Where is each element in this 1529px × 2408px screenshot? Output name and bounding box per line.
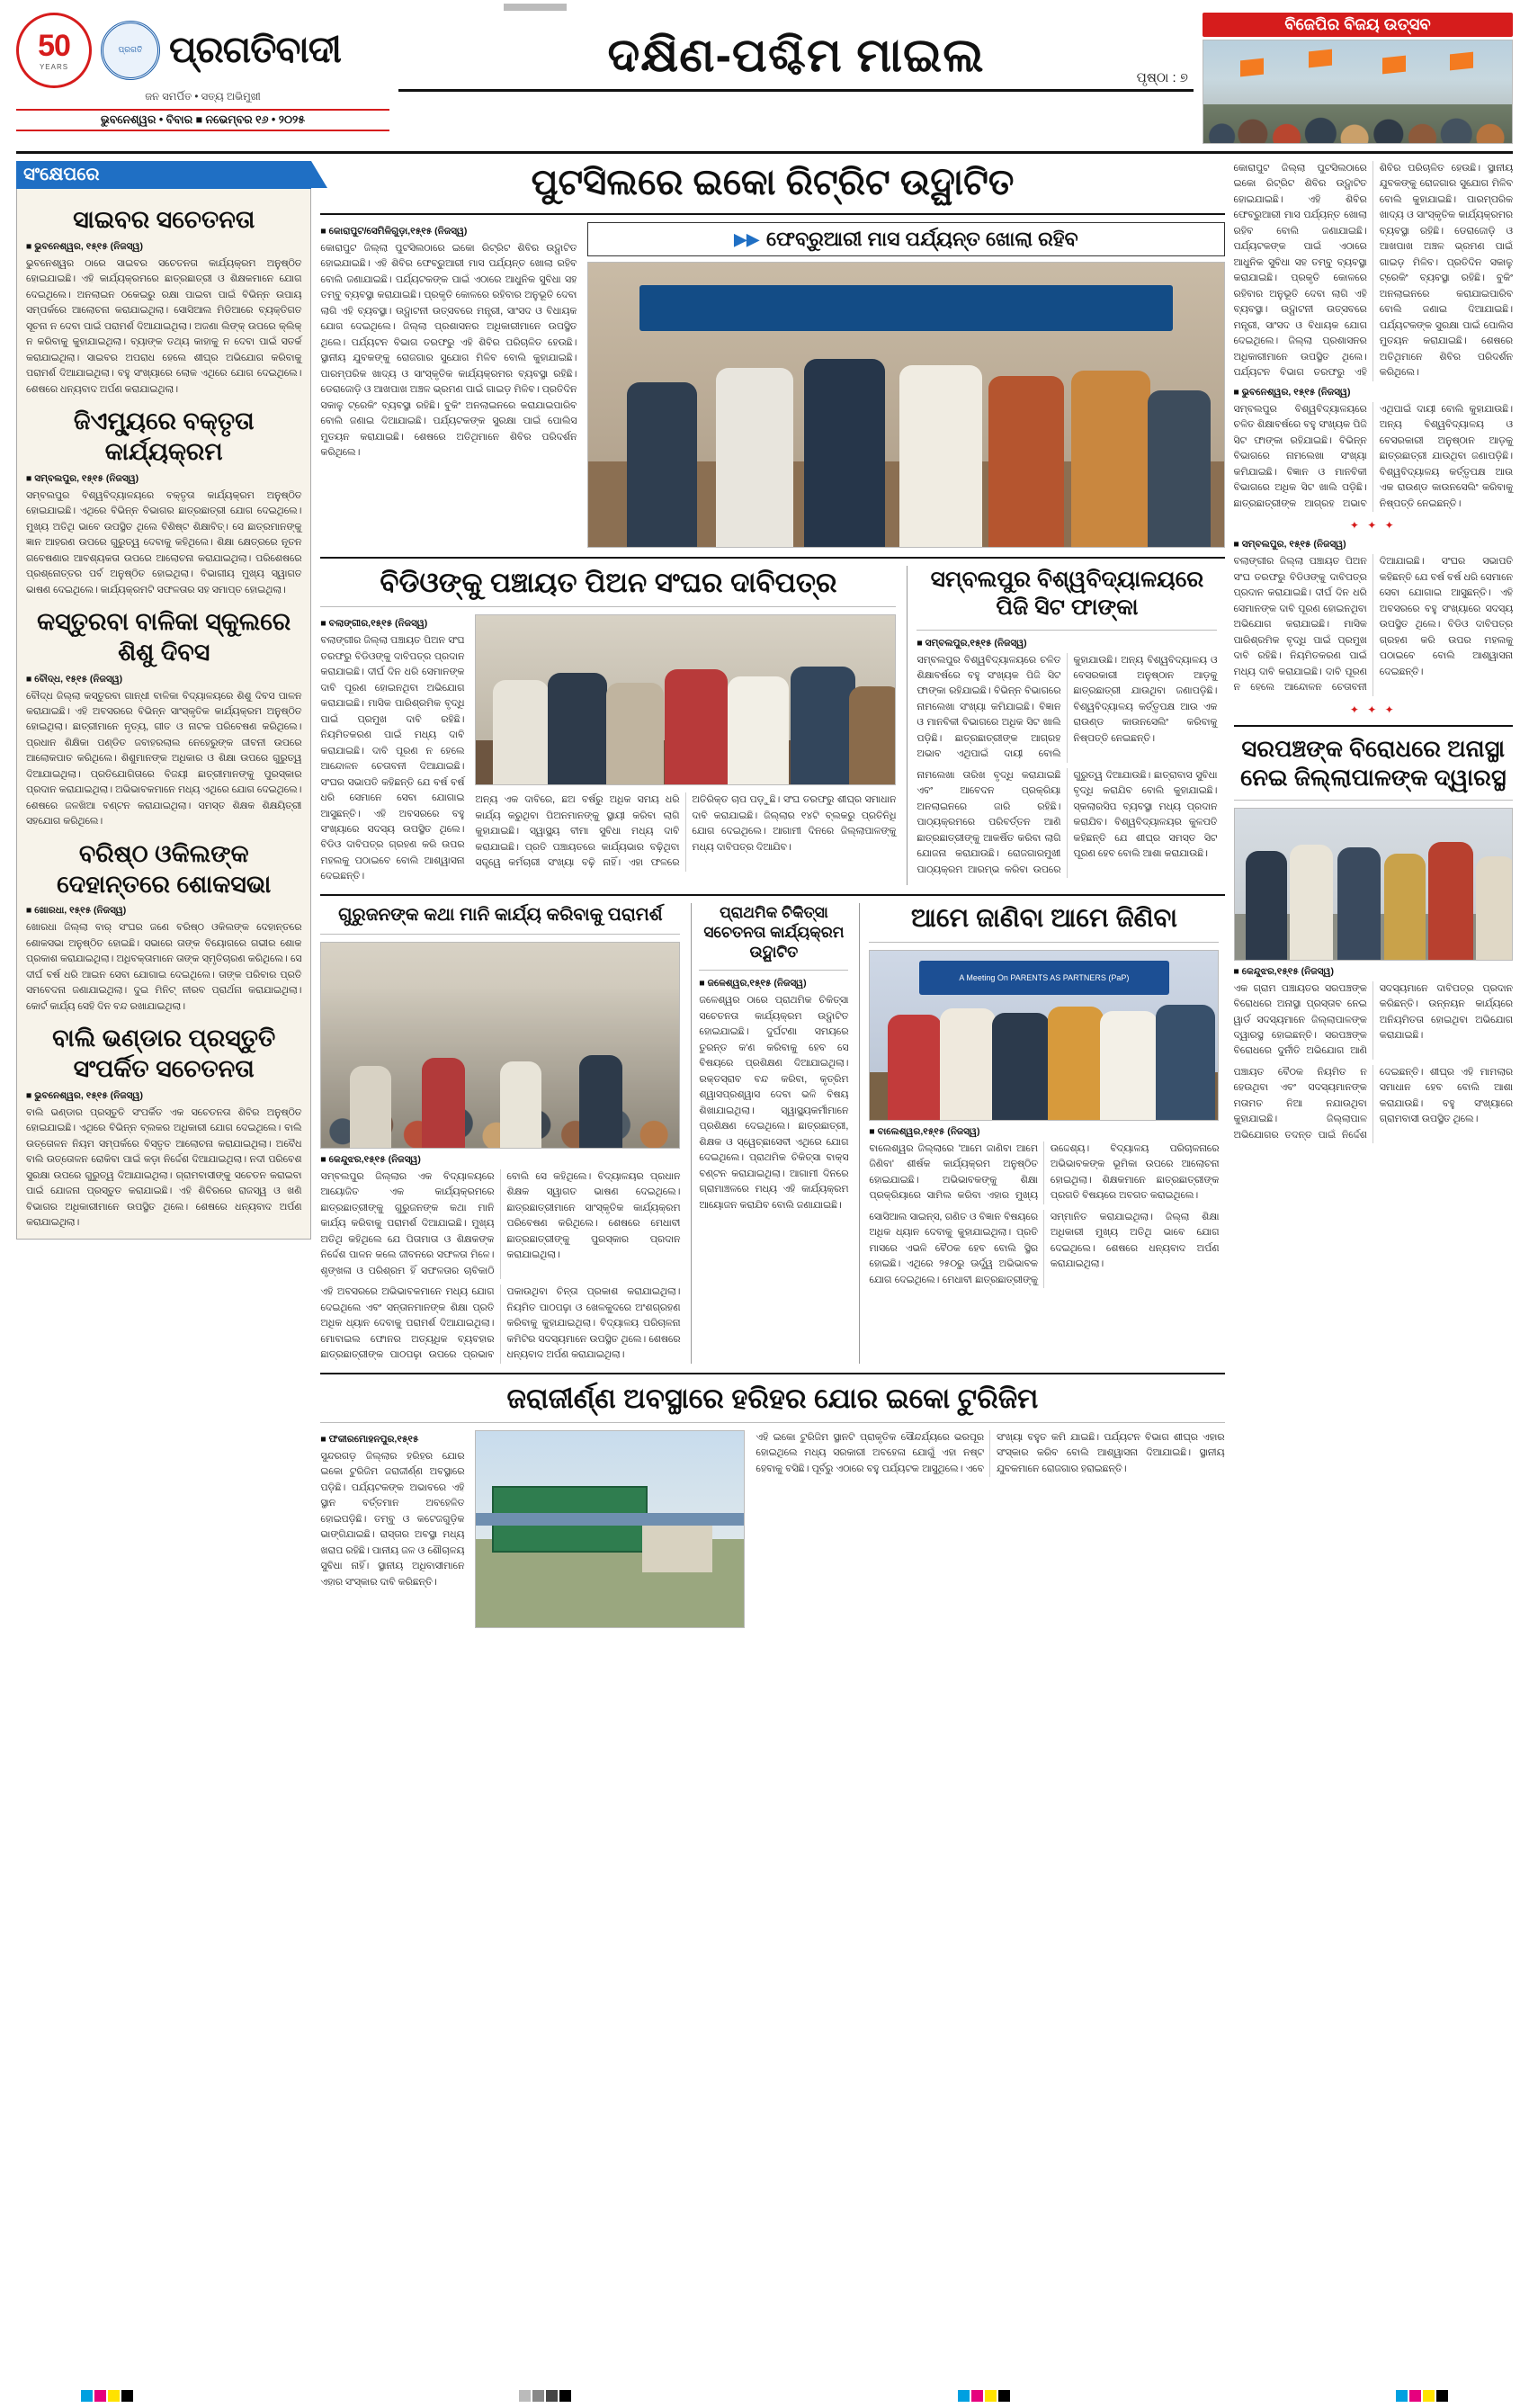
right-column bbox=[1234, 161, 1513, 1628]
brief-headline: ସାଇବର ସଚେତନତା bbox=[73, 206, 255, 233]
story7-dateline: ■ ଫକୀରମୋହନପୁର,୧୫୍୧୫ bbox=[320, 1434, 464, 1446]
right-col-dateline-1: ■ ଭୁବନେଶ୍ୱର, ୧୫୍୧୫ (ନିଜସ୍ୱ) bbox=[1234, 387, 1513, 398]
brief-dateline: ■ ଭୁବନେଶ୍ୱର, ୧୫୍୧୫ (ନିଜସ୍ୱ) bbox=[26, 241, 301, 253]
page-body bbox=[16, 161, 1513, 1628]
story5-headline: ପ୍ରାଥମିକ ଚିକିତ୍ସା ସଚେତନତା କାର୍ଯ୍ୟକ୍ରମ ଉଦ୍ଘାଟିତ bbox=[703, 903, 845, 962]
story4-dateline: ■ କେନ୍ଦୁଝର,୧୫୍୧୫ (ନିଜସ୍ୱ) bbox=[320, 1154, 680, 1166]
story-3 bbox=[907, 566, 1217, 885]
masthead-left bbox=[16, 13, 389, 131]
brief-dateline: ■ ବୌଦ୍ଧ, ୧୫୍୧୫ (ନିଜସ୍ୱ) bbox=[26, 674, 301, 685]
right-col-dateline-2: ■ ସମ୍ବଲପୁର, ୧୫୍୧୫ (ନିଜସ୍ୱ) bbox=[1234, 539, 1513, 551]
story7-headline: ଜରାଜୀର୍ଣ୍ଣ ଅବସ୍ଥାରେ ହରିହର ଯୋର ଇକୋ ଟୁରିଜିମ bbox=[506, 1382, 1039, 1414]
story4-body: ସମ୍ବଲପୁର ଜିଲ୍ଲାର ଏକ ବିଦ୍ୟାଳୟରେ ଆୟୋଜିତ ଏକ କାର୍ଯ୍ୟକ୍ରମରେ ଛାତ୍ରଛାତ୍ରୀଙ୍କୁ ଗୁରୁଜନଙ୍କ କଥା ମାନି କାର୍ଯ୍ୟ କରିବାକୁ ପରାମର୍ଶ ଦିଆଯାଇଛି। ମୁଖ୍ୟ ଅତିଥି କହିଥିଲେ ଯେ ପିତାମାତା ଓ ଶିକ୍ଷକଙ୍କ ନିର୍ଦ୍ଦେଶ ପାଳନ କଲେ ଜୀବନରେ ସଫଳତା ମିଳେ। ଶୃଙ୍ଖଳା ଓ ପରିଶ୍ରମ ହିଁ ସଫଳତାର ଚାବିକାଠି ବୋଲି ସେ କହିଥିଲେ। ବିଦ୍ୟାଳୟର ପ୍ରଧାନ ଶିକ୍ଷକ ସ୍ୱାଗତ ଭାଷଣ ଦେଇଥିଲେ। ଛାତ୍ରଛାତ୍ରୀମାନେ ସାଂସ୍କୃତିକ କାର୍ଯ୍ୟକ୍ରମ ପରିବେଷଣ କରିଥିଲେ। ଶେଷରେ ମେଧାବୀ ଛାତ୍ରଛାତ୍ରୀଙ୍କୁ ପୁରସ୍କାର ପ୍ରଦାନ କରାଯାଇଥିଲା। bbox=[320, 1170, 681, 1276]
story5-body: ଜଳେଶ୍ୱର ଠାରେ ପ୍ରାଥମିକ ଚିକିତ୍ସା ସଚେତନତା କାର୍ଯ୍ୟକ୍ରମ ଉଦ୍ଘାଟିତ ହୋଇଯାଇଛି। ଦୁର୍ଘଟଣା ସମୟରେ ତୁରନ୍ତ କ'ଣ କରିବାକୁ ହେବ ସେ ବିଷୟରେ ପ୍ରଶିକ୍ଷଣ ଦିଆଯାଇଥିଲା। ରକ୍ତସ୍ରାବ ବନ୍ଦ କରିବା, କୃତ୍ରିମ ଶ୍ୱାସପ୍ରଶ୍ୱାସ ଦେବା ଭଳି ବିଷୟ ଶିଖାଯାଇଥିଲା। ସ୍ୱାସ୍ଥ୍ୟକର୍ମୀମାନେ ପ୍ରଶିକ୍ଷଣ ଦେଇଥିଲେ। ଛାତ୍ରଛାତ୍ରୀ, ଶିକ୍ଷକ ଓ ସ୍ୱେଚ୍ଛାସେବୀ ଏଥିରେ ଯୋଗ ଦେଇଥିଲେ। ପ୍ରାଥମିକ ଚିକିତ୍ସା ବାକ୍ସ ବଣ୍ଟନ କରାଯାଇଥିଲା। ଆଗାମୀ ଦିନରେ ଗ୍ରାମାଞ୍ଚଳରେ ମଧ୍ୟ ଏହି କାର୍ଯ୍ୟକ୍ରମ ଆୟୋଜନ କରାଯିବ ବୋଲି ଜଣାଯାଇଛି। bbox=[699, 995, 849, 1211]
brief-body: ବାଲି ଭଣ୍ଡାର ପ୍ରସ୍ତୁତି ସଂପର୍କିତ ଏକ ସଚେତନତା ଶିବିର ଅନୁଷ୍ଠିତ ହୋଇଯାଇଛି। ଏଥିରେ ବିଭିନ୍ନ ବ୍ଲକର ଅଧିକାରୀ ଯୋଗ ଦେଇଥିଲେ। ବାଲି ଉତ୍ତୋଳନ ନିୟମ ସମ୍ପର୍କରେ ବିସ୍ତୃତ ଆଲୋଚନା କରାଯାଇଥିଲା। ଅବୈଧ ବାଲି ଉତ୍ତୋଳନ ରୋକିବା ପାଇଁ କଡ଼ା ନିର୍ଦ୍ଦେଶ ଦିଆଯାଇଥିଲା। ନଦୀ ପରିବେଶ ସୁରକ୍ଷା ଉପରେ ଗୁରୁତ୍ୱ ଦିଆଯାଇଥିଲା। ଗ୍ରାମବାସୀଙ୍କୁ ସଚେତନ କରାଇବା ପାଇଁ ଯୋଜନା ପ୍ରସ୍ତୁତ କରାଯାଇଛି। ଏହି ଶିବିରରେ ରାଜସ୍ୱ ଓ ଖଣି ବିଭାଗର ଅଧିକାରୀମାନେ ଉପସ୍ଥିତ ଥିଲେ। ଶେଷରେ ଧନ୍ୟବାଦ ଅର୍ପଣ କରାଯାଇଥିଲା। bbox=[26, 1106, 302, 1229]
story7-body-2: ଏହି ଇକୋ ଟୁରିଜିମ ସ୍ଥାନଟି ପ୍ରାକୃତିକ ସୌନ୍ଦର୍ଯ୍ୟରେ ଭରପୂର ହୋଇଥିଲେ ମଧ୍ୟ ସରକାରୀ ଅବହେଳା ଯୋଗୁଁ ଏହା ନଷ୍ଟ ହେବାକୁ ବସିଛି। ପୂର୍ବରୁ ଏଠାରେ ବହୁ ପର୍ଯ୍ୟଟକ ଆସୁଥିଲେ। ଏବେ ସଂଖ୍ୟା ବହୁତ କମି ଯାଇଛି। ପର୍ଯ୍ୟଟନ ବିଭାଗ ଶୀଘ୍ର ଏହାର ସଂସ୍କାର କରିବ ବୋଲି ଆଶ୍ୱାସନା ଦିଆଯାଇଛି। ସ୍ଥାନୀୟ ଯୁବକମାନେ ରୋଜଗାର ହରାଇଛନ୍ତି। bbox=[756, 1431, 1225, 1474]
story6-photo bbox=[869, 950, 1219, 1121]
masthead-center bbox=[398, 13, 1194, 92]
story-4 bbox=[320, 903, 680, 1364]
brief-item bbox=[26, 407, 301, 598]
lead-story bbox=[320, 161, 1224, 548]
lead-headline: ପୁଟସିଲରେ ଇକୋ ରିଟ୍ରିଟ ଉଦ୍ଘାଟିତ bbox=[531, 163, 1015, 202]
print-registration-marks bbox=[0, 2390, 1529, 2403]
story3-headline: ସମ୍ବଲପୁର ବିଶ୍ୱବିଦ୍ୟାଳୟରେ ପିଜି ସିଟ ଫାଙ୍କା bbox=[930, 567, 1204, 621]
story3-body-2: ନାମଲେଖା ତାରିଖ ବୃଦ୍ଧି କରାଯାଇଛି ଏବଂ ଆବେଦନ ପ୍ରକ୍ରିୟା ଅନଲାଇନରେ ଜାରି ରହିଛି। ପାଠ୍ୟକ୍ରମରେ ପରିବର୍ତ୍ତନ ଆଣି ଛାତ୍ରଛାତ୍ରୀଙ୍କୁ ଆକର୍ଷିତ କରିବା ଲାଗି ଯୋଜନା କରାଯାଉଛି। ରୋଜଗାରମୁଖୀ ପାଠ୍ୟକ୍ରମ ଆରମ୍ଭ କରିବା ଉପରେ ଗୁରୁତ୍ୱ ଦିଆଯାଉଛି। ଛାତ୍ରାବାସ ସୁବିଧା ବୃଦ୍ଧି କରାଯିବ ବୋଲି କୁହାଯାଇଛି। ସ୍କଲାରସିପ ବ୍ୟବସ୍ଥା ମଧ୍ୟ ପ୍ରଦାନ କରାଯିବ। ବିଶ୍ୱବିଦ୍ୟାଳୟର କୁଳପତି କହିଛନ୍ତି ଯେ ଶୀଘ୍ର ସମସ୍ତ ସିଟ ପୂରଣ ହେବ ବୋଲି ଆଶା କରାଯାଉଛି। bbox=[917, 769, 1218, 875]
brief-headline: କସ୍ତୁରବା ବାଳିକା ସ୍କୁଲରେ ଶିଶୁ ଦିବସ bbox=[37, 608, 291, 666]
story6-body-2: ସୋସିଆଲ ସାଇନ୍ସ, ଗଣିତ ଓ ବିଜ୍ଞାନ ବିଷୟରେ ଅଧିକ ଧ୍ୟାନ ଦେବାକୁ କୁହାଯାଇଥିଲା। ପ୍ରତି ମାସରେ ଏଭଳି ବୈଠକ ହେବ ବୋଲି ସ୍ଥିର ହୋଇଛି। ଏଥିରେ ୨୫୦ରୁ ଊର୍ଦ୍ଧ୍ୱ ଅଭିଭାବକ ଯୋଗ ଦେଇଥିଲେ। ମେଧାବୀ ଛାତ୍ରଛାତ୍ରୀଙ୍କୁ ସମ୍ମାନିତ କରାଯାଇଥିଲା। ଜିଲ୍ଲା ଶିକ୍ଷା ଅଧିକାରୀ ମୁଖ୍ୟ ଅତିଥି ଭାବେ ଯୋଗ ଦେଇଥିଲେ। ଶେଷରେ ଧନ୍ୟବାଦ ଅର୍ପଣ କରାଯାଇଥିଲା। bbox=[869, 1211, 1220, 1285]
story6-body: ବାଲେଶ୍ୱର ଜିଲ୍ଲାରେ 'ଆମେ ଜାଣିବା ଆମେ ଜିଣିବା' ଶୀର୍ଷକ କାର୍ଯ୍ୟକ୍ରମ ଅନୁଷ୍ଠିତ ହୋଇଯାଇଛି। ଅଭିଭାବକଙ୍କୁ ଶିକ୍ଷା ପ୍ରକ୍ରିୟାରେ ସାମିଲ କରିବା ଏହାର ମୁଖ୍ୟ ଉଦ୍ଦେଶ୍ୟ। ବିଦ୍ୟାଳୟ ପରିଚାଳନାରେ ଅଭିଭାବକଙ୍କ ଭୂମିକା ଉପରେ ଆଲୋଚନା ହୋଇଥିଲା। ଶିକ୍ଷକମାନେ ଛାତ୍ରଛାତ୍ରୀଙ୍କ ପ୍ରଗତି ବିଷୟରେ ଅବଗତ କରାଇଥିଲେ। bbox=[869, 1142, 1220, 1202]
masthead bbox=[16, 13, 1513, 148]
story-2 bbox=[320, 566, 896, 885]
story-6 bbox=[859, 903, 1219, 1364]
double-arrow-icon: ▶▶ bbox=[734, 229, 759, 248]
page-number: ପୃଷ୍ଠା : ୭ bbox=[1136, 70, 1188, 85]
anniversary-years: YEARS bbox=[39, 62, 69, 71]
seal-text: ପ୍ରଗତି bbox=[118, 45, 143, 55]
lead-body: କୋରାପୁଟ ଜିଲ୍ଲା ପୁଟସିଲଠାରେ ଇକୋ ରିଟ୍ରିଟ ଶିବିର ଉଦ୍ଘାଟିତ ହୋଇଯାଇଛି। ଏହି ଶିବିର ଫେବ୍ରୁଆରୀ ମାସ ପର୍ଯ୍ୟନ୍ତ ଖୋଲା ରହିବ ବୋଲି ଜଣାଯାଇଛି। ପର୍ଯ୍ୟଟକଙ୍କ ପାଇଁ ଏଠାରେ ଆଧୁନିକ ସୁବିଧା ସହ ତମ୍ବୁ ବ୍ୟବସ୍ଥା କରାଯାଇଛି। ପ୍ରକୃତି କୋଳରେ ରହିବାର ଅନୁଭୂତି ଦେବା ଲାଗି ଏହି ବ୍ୟବସ୍ଥା। ଉଦ୍ଘାଟନୀ ଉତ୍ସବରେ ମନ୍ତ୍ରୀ, ସାଂସଦ ଓ ବିଧାୟକ ଯୋଗ ଦେଇଥିଲେ। ଜିଲ୍ଲା ପ୍ରଶାସନର ଅଧିକାରୀମାନେ ଉପସ୍ଥିତ ଥିଲେ। ପର୍ଯ୍ୟଟନ ବିଭାଗ ତରଫରୁ ଏହି ଶିବିର ପରିଚାଳିତ ହେଉଛି। ସ୍ଥାନୀୟ ଯୁବକଙ୍କୁ ରୋଜଗାର ସୁଯୋଗ ମିଳିବ ବୋଲି କୁହାଯାଇଛି। ପାରମ୍ପରିକ ଖାଦ୍ୟ ଓ ସାଂସ୍କୃତିକ କାର୍ଯ୍ୟକ୍ରମର ବ୍ୟବସ୍ଥା ରହିଛି। ଡେରାଜୋଡ଼ି ଓ ଆଖପାଖ ଅଞ୍ଚଳ ଭ୍ରମଣ ପାଇଁ ଗାଇଡ଼ ମିଳିବ। ପ୍ରତିଦିନ ସକାଳୁ ଟ୍ରେକିଂ ବ୍ୟବସ୍ଥା ରହିଛି। ବୁକିଂ ଅନଲାଇନରେ କରାଯାଇପାରିବ ବୋଲି ଜଣାଇ ଦିଆଯାଇଛି। ପର୍ଯ୍ୟଟକଙ୍କ ସୁରକ୍ଷା ପାଇଁ ପୋଲିସ ମୁତୟନ କରାଯାଇଛି। ଶେଷରେ ଅତିଥିମାନେ ଶିବିର ପରିଦର୍ଶନ କରିଥିଲେ। bbox=[320, 243, 577, 459]
story2-dateline: ■ ବଲାଙ୍ଗୀର,୧୫୍୧୫ (ନିଜସ୍ୱ) bbox=[320, 618, 464, 630]
brief-body: ଭୁବନେଶ୍ୱର ଠାରେ ସାଇବର ସଚେତନତା କାର୍ଯ୍ୟକ୍ରମ ଅନୁଷ୍ଠିତ ହୋଇଯାଇଛି। ଏହି କାର୍ଯ୍ୟକ୍ରମରେ ଛାତ୍ରଛାତ୍ରୀ ଓ ଶିକ୍ଷକମାନେ ଯୋଗ ଦେଇଥିଲେ। ଅନଲାଇନ ଠକେଇରୁ ରକ୍ଷା ପାଇବା ପାଇଁ ବିଭିନ୍ନ ଉପାୟ ସମ୍ପର୍କରେ ଆଲୋଚନା କରାଯାଇଥିଲା। ସୋସିଆଲ ମିଡିଆରେ ବ୍ୟକ୍ତିଗତ ସୂଚନା ନ ଦେବା ପାଇଁ ପରାମର୍ଶ ଦିଆଯାଇଥିଲା। ଅଜଣା ଲିଙ୍କ୍ ଉପରେ କ୍ଲିକ୍ ନ କରିବାକୁ କୁହାଯାଇଥିଲା। ବ୍ୟାଙ୍କ ତଥ୍ୟ କାହାକୁ ନ ଦେବା ପାଇଁ ସତର୍କ କରାଯାଇଥିଲା। ସାଇବର ଅପରାଧ ହେଲେ ଶୀଘ୍ର ଅଭିଯୋଗ କରିବାକୁ ପରାମର୍ଶ ଦିଆଯାଇଥିଲା। ବହୁ ସଂଖ୍ୟାରେ ଲୋକ ଏଥିରେ ଯୋଗ ଦେଇଥିଲେ। ଶେଷରେ ଧନ୍ୟବାଦ ଅର୍ପଣ କରାଯାଇଥିଲା। bbox=[26, 257, 302, 395]
story8-headline: ସରପଞ୍ଚଙ୍କ ବିରୋଧରେ ଅନାସ୍ଥା ନେଇ ଜିଲ୍ଲାପାଳଙ୍କ ଦ୍ୱାରସ୍ଥ bbox=[1240, 734, 1507, 792]
lead-subhead-box bbox=[587, 222, 1224, 256]
story8-photo bbox=[1234, 808, 1513, 961]
logo-row bbox=[16, 13, 389, 88]
paper-name: ପ୍ରଗତିବାଦୀ bbox=[169, 29, 341, 70]
story6-dateline: ■ ବାଲେଶ୍ୱର,୧୫୍୧୫ (ନିଜସ୍ୱ) bbox=[869, 1126, 1219, 1138]
brief-section-label: ସଂକ୍ଷେପରେ bbox=[16, 161, 311, 189]
lead-photo bbox=[587, 262, 1224, 548]
top-photo bbox=[1203, 40, 1513, 144]
brief-section-box bbox=[16, 189, 311, 1240]
brief-item bbox=[26, 205, 301, 398]
brief-dateline: ■ ଖୋରଧା, ୧୫୍୧୫ (ନିଜସ୍ୱ) bbox=[26, 905, 301, 917]
lead-subhead: ଫେବ୍ରୁଆରୀ ମାସ ପର୍ଯ୍ୟନ୍ତ ଖୋଲା ରହିବ bbox=[765, 228, 1078, 250]
left-column bbox=[16, 161, 311, 1628]
brief-item bbox=[26, 839, 301, 1015]
masthead-tagline: ଜନ ସମର୍ପିତ • ସତ୍ୟ ଅଭିମୁଖୀ bbox=[145, 92, 261, 103]
brief-body: ଖୋରଧା ଜିଲ୍ଲା ବାର୍ ସଂଘର ଜଣେ ବରିଷ୍ଠ ଓକିଲଙ୍କ ଦେହାନ୍ତରେ ଶୋକସଭା ଅନୁଷ୍ଠିତ ହୋଇଛି। ସଭାରେ ତାଙ୍କ ବିୟୋଗରେ ଗଭୀର ଶୋକ ପ୍ରକାଶ କରାଯାଇଥିଲା। ଅଧିବକ୍ତାମାନେ ତାଙ୍କ ସ୍ମୃତିଚାରଣ କରିଥିଲେ। ସେ ଦୀର୍ଘ ବର୍ଷ ଧରି ଆଇନ ସେବା ଯୋଗାଇ ଦେଇଥିଲେ। ତାଙ୍କ ପରିବାର ପ୍ରତି ସମବେଦନା ଜଣାଯାଇଥିଲା। ଦୁଇ ମିନିଟ୍ ନୀରବ ପ୍ରାର୍ଥନା କରାଯାଇଥିଲା। କୋର୍ଟ କାର୍ଯ୍ୟ ସେହି ଦିନ ବନ୍ଦ ରଖାଯାଇଥିଲା। bbox=[26, 922, 302, 1012]
story2-body-2: ଅନ୍ୟ ଏକ ଦାବିରେ, ଛଅ ବର୍ଷରୁ ଅଧିକ ସମୟ ଧରି କାର୍ଯ୍ୟ କରୁଥିବା ପିଅନମାନଙ୍କୁ ସ୍ଥାୟୀ କରିବା ଲାଗି କୁହାଯାଇଛି। ସ୍ୱାସ୍ଥ୍ୟ ବୀମା ସୁବିଧା ମଧ୍ୟ ଦାବି କରାଯାଇଛି। ପ୍ରତି ପଞ୍ଚାୟତରେ କାର୍ଯ୍ୟଭାର ବଢ଼ିଥିବା ସତ୍ତ୍ୱେ କର୍ମଚାରୀ ସଂଖ୍ୟା ବଢ଼ି ନାହିଁ। ଏହା ଫଳରେ ଅତିରିକ୍ତ ଚାପ ପଡ଼ୁଛି। ସଂଘ ତରଫରୁ ଶୀଘ୍ର ସମାଧାନ ଦାବି କରାଯାଇଛି। ଜିଲ୍ଲାର ୧୪ଟି ବ୍ଲକରୁ ପ୍ରତିନିଧି ଯୋଗ ଦେଇଥିଲେ। ଆଗାମୀ ଦିନରେ ଜିଲ୍ଲାପାଳଙ୍କୁ ମଧ୍ୟ ଦାବିପତ୍ର ଦିଆଯିବ। bbox=[475, 794, 897, 869]
story4-body-2: ଏହି ଅବସରରେ ଅଭିଭାବକମାନେ ମଧ୍ୟ ଯୋଗ ଦେଇଥିଲେ ଏବଂ ସନ୍ତାନମାନଙ୍କ ଶିକ୍ଷା ପ୍ରତି ଅଧିକ ଧ୍ୟାନ ଦେବାକୁ ପରାମର୍ଶ ଦିଆଯାଇଥିଲା। ମୋବାଇଲ ଫୋନର ଅତ୍ୟଧିକ ବ୍ୟବହାର ଛାତ୍ରଛାତ୍ରୀଙ୍କ ପାଠପଢ଼ା ଉପରେ ପ୍ରଭାବ ପକାଉଥିବା ଚିନ୍ତା ପ୍ରକାଶ କରାଯାଇଥିଲା। ନିୟମିତ ପାଠପଢ଼ା ଓ ଖେଳକୁଦରେ ଅଂଶଗ୍ରହଣ କରିବାକୁ କୁହାଯାଇଥିଲା। ବିଦ୍ୟାଳୟ ପରିଚାଳନା କମିଟିର ସଦସ୍ୟମାନେ ଉପସ୍ଥିତ ଥିଲେ। ଶେଷରେ ଧନ୍ୟବାଦ ଅର୍ପଣ କରାଯାଇଥିଲା। bbox=[320, 1286, 681, 1361]
story3-dateline: ■ ସମ୍ବଲପୁର,୧୫୍୧୫ (ନିଜସ୍ୱ) bbox=[917, 638, 1217, 649]
story3-body: ସମ୍ବଲପୁର ବିଶ୍ୱବିଦ୍ୟାଳୟରେ ଚଳିତ ଶିକ୍ଷାବର୍ଷରେ ବହୁ ସଂଖ୍ୟକ ପିଜି ସିଟ ଫାଙ୍କା ରହିଯାଇଛି। ବିଭିନ୍ନ ବିଭାଗରେ ନାମଲେଖା ସଂଖ୍ୟା କମିଯାଇଛି। ବିଜ୍ଞାନ ଓ ମାନବିକୀ ବିଭାଗରେ ଅଧିକ ସିଟ ଖାଲି ପଡ଼ିଛି। ଛାତ୍ରଛାତ୍ରୀଙ୍କ ଆଗ୍ରହ ଅଭାବ ଏଥିପାଇଁ ଦାୟୀ ବୋଲି କୁହାଯାଉଛି। ଅନ୍ୟ ବିଶ୍ୱବିଦ୍ୟାଳୟ ଓ ବେସରକାରୀ ଅନୁଷ୍ଠାନ ଆଡ଼କୁ ଛାତ୍ରଛାତ୍ରୀ ଯାଉଥିବା ଜଣାପଡ଼ିଛି। ବିଶ୍ୱବିଦ୍ୟାଳୟ କର୍ତ୍ତୃପକ୍ଷ ଆଉ ଏକ ରାଉଣ୍ଡ କାଉନସେଲିଂ କରିବାକୁ ନିଷ୍ପତ୍ତି ନେଇଛନ୍ତି। bbox=[917, 654, 1218, 760]
brief-body: ବୌଦ୍ଧ ଜିଲ୍ଲା କସ୍ତୁରବା ଗାନ୍ଧୀ ବାଳିକା ବିଦ୍ୟାଳୟରେ ଶିଶୁ ଦିବସ ପାଳନ କରାଯାଇଛି। ଏହି ଅବସରରେ ବିଭିନ୍ନ ସାଂସ୍କୃତିକ କାର୍ଯ୍ୟକ୍ରମ ଅନୁଷ୍ଠିତ ହୋଇଥିଲା। ଛାତ୍ରୀମାନେ ନୃତ୍ୟ, ଗୀତ ଓ ନାଟକ ପରିବେଷଣ କରିଥିଲେ। ପ୍ରଧାନ ଶିକ୍ଷିକା ପଣ୍ଡିତ ଜବାହରଲାଲ ନେହେରୁଙ୍କ ଜୀବନୀ ଉପରେ ଆଲୋକପାତ କରିଥିଲେ। ଶିଶୁମାନଙ୍କ ଅଧିକାର ଓ ଶିକ୍ଷା ଉପରେ ଗୁରୁତ୍ୱ ଦିଆଯାଇଥିଲା। ପ୍ରତିଯୋଗିତାରେ ବିଜୟୀ ଛାତ୍ରୀମାନଙ୍କୁ ପୁରସ୍କାର ପ୍ରଦାନ କରାଯାଇଥିଲା। ଅଭିଭାବକମାନେ ମଧ୍ୟ ଏଥିରେ ଯୋଗ ଦେଇଥିଲେ। ଶେଷରେ ଜଳଖିଆ ବଣ୍ଟନ କରାଯାଇଥିଲା। ସମସ୍ତ ଶିକ୍ଷକ ଶିକ୍ଷୟିତ୍ରୀ ସହଯୋଗ କରିଥିଲେ। bbox=[26, 690, 302, 828]
ornament-divider: ✦ ✦ ✦ bbox=[1349, 703, 1397, 716]
story-7 bbox=[320, 1382, 1224, 1628]
story8-dateline: ■ କେନ୍ଦୁଝର,୧୫୍୧୫ (ନିଜସ୍ୱ) bbox=[1234, 966, 1513, 978]
right-col-continuation-1: କୋରାପୁଟ ଜିଲ୍ଲା ପୁଟସିଲଠାରେ ଇକୋ ରିଟ୍ରିଟ ଶିବିର ଉଦ୍ଘାଟିତ ହୋଇଯାଇଛି। ଏହି ଶିବିର ଫେବ୍ରୁଆରୀ ମାସ ପର୍ଯ୍ୟନ୍ତ ଖୋଲା ରହିବ ବୋଲି ଜଣାଯାଇଛି। ପର୍ଯ୍ୟଟକଙ୍କ ପାଇଁ ଏଠାରେ ଆଧୁନିକ ସୁବିଧା ସହ ତମ୍ବୁ ବ୍ୟବସ୍ଥା କରାଯାଇଛି। ପ୍ରକୃତି କୋଳରେ ରହିବାର ଅନୁଭୂତି ଦେବା ଲାଗି ଏହି ବ୍ୟବସ୍ଥା। ଉଦ୍ଘାଟନୀ ଉତ୍ସବରେ ମନ୍ତ୍ରୀ, ସାଂସଦ ଓ ବିଧାୟକ ଯୋଗ ଦେଇଥିଲେ। ଜିଲ୍ଲା ପ୍ରଶାସନର ଅଧିକାରୀମାନେ ଉପସ୍ଥିତ ଥିଲେ। ପର୍ଯ୍ୟଟନ ବିଭାଗ ତରଫରୁ ଏହି ଶିବିର ପରିଚାଳିତ ହେଉଛି। ସ୍ଥାନୀୟ ଯୁବକଙ୍କୁ ରୋଜଗାର ସୁଯୋଗ ମିଳିବ ବୋଲି କୁହାଯାଇଛି। ପାରମ୍ପରିକ ଖାଦ୍ୟ ଓ ସାଂସ୍କୃତିକ କାର୍ଯ୍ୟକ୍ରମର ବ୍ୟବସ୍ଥା ରହିଛି। ଡେରାଜୋଡ଼ି ଓ ଆଖପାଖ ଅଞ୍ଚଳ ଭ୍ରମଣ ପାଇଁ ଗାଇଡ଼ ମିଳିବ। ପ୍ରତିଦିନ ସକାଳୁ ଟ୍ରେକିଂ ବ୍ୟବସ୍ଥା ରହିଛି। ବୁକିଂ ଅନଲାଇନରେ କରାଯାଇପାରିବ ବୋଲି ଜଣାଇ ଦିଆଯାଇଛି। ପର୍ଯ୍ୟଟକଙ୍କ ସୁରକ୍ଷା ପାଇଁ ପୋଲିସ ମୁତୟନ କରାଯାଇଛି। ଶେଷରେ ଅତିଥିମାନେ ଶିବିର ପରିଦର୍ଶନ କରିଥିଲେ। bbox=[1233, 163, 1513, 379]
section-title: ଦକ୍ଷିଣ-ପଶ୍ଚିମ ମାଇଲ bbox=[398, 29, 1194, 92]
masthead-right bbox=[1203, 13, 1513, 144]
story6-photo-banner: A Meeting On PARENTS AS PARTNERS (PaP) bbox=[959, 972, 1130, 982]
story8-body: ଏକ ଗ୍ରାମ ପଞ୍ଚାୟତର ସରପଞ୍ଚଙ୍କ ବିରୋଧରେ ଅନାସ୍ଥା ପ୍ରସ୍ତାବ ନେଇ ୱାର୍ଡ ସଦସ୍ୟମାନେ ଜିଲ୍ଲାପାଳଙ୍କ ଦ୍ୱାରସ୍ଥ ହୋଇଛନ୍ତି। ସରପଞ୍ଚଙ୍କ ବିରୋଧରେ ଦୁର୍ନୀତି ଅଭିଯୋଗ ଆଣି ସଦସ୍ୟମାନେ ଦାବିପତ୍ର ପ୍ରଦାନ କରିଛନ୍ତି। ଉନ୍ନୟନ କାର୍ଯ୍ୟରେ ଅନିୟମିତତା ହୋଇଥିବା ଅଭିଯୋଗ କରାଯାଇଛି। bbox=[1233, 982, 1513, 1057]
story2-body: ବଲାଙ୍ଗୀର ଜିଲ୍ଲା ପଞ୍ଚାୟତ ପିଅନ ସଂଘ ତରଫରୁ ବିଡିଓଙ୍କୁ ଦାବିପତ୍ର ପ୍ରଦାନ କରାଯାଇଛି। ଦୀର୍ଘ ଦିନ ଧରି ସେମାନଙ୍କ ଦାବି ପୂରଣ ହୋଇନଥିବା ଅଭିଯୋଗ କରାଯାଇଛି। ମାସିକ ପାରିଶ୍ରମିକ ବୃଦ୍ଧି ପାଇଁ ପ୍ରମୁଖ ଦାବି ରହିଛି। ନିୟମିତକରଣ ପାଇଁ ମଧ୍ୟ ଦାବି କରାଯାଇଛି। ଦାବି ପୂରଣ ନ ହେଲେ ଆନ୍ଦୋଳନ ଚେତାବନୀ ଦିଆଯାଇଛି। ସଂଘର ସଭାପତି କହିଛନ୍ତି ଯେ ବର୍ଷ ବର୍ଷ ଧରି ସେମାନେ ସେବା ଯୋଗାଇ ଆସୁଛନ୍ତି। ଏହି ଅବସରରେ ବହୁ ସଂଖ୍ୟାରେ ସଦସ୍ୟ ଉପସ୍ଥିତ ଥିଲେ। ବିଡିଓ ଦାବିପତ୍ର ଗ୍ରହଣ କରି ଉପର ମହଲକୁ ପଠାଇବେ ବୋଲି ଆଶ୍ୱାସନା ଦେଇଛନ୍ତି। bbox=[320, 635, 465, 882]
brief-headline: ବରିଷ୍ଠ ଓକିଲଙ୍କ ଦେହାନ୍ତରେ ଶୋକସଭା bbox=[57, 839, 272, 898]
lead-dateline: ■ କୋରାପୁଟ/ସେମିଳିଗୁଡ଼ା,୧୫୍୧୫ (ନିଜସ୍ୱ) bbox=[320, 226, 577, 237]
brief-body: ସମ୍ବଲପୁର ବିଶ୍ୱବିଦ୍ୟାଳୟରେ ବକ୍ତୃତା କାର୍ଯ୍ୟକ୍ରମ ଅନୁଷ୍ଠିତ ହୋଇଯାଇଛି। ଏଥିରେ ବିଭିନ୍ନ ବିଭାଗର ଛାତ୍ରଛାତ୍ରୀ ଯୋଗ ଦେଇଥିଲେ। ମୁଖ୍ୟ ଅତିଥି ଭାବେ ଉପସ୍ଥିତ ଥିଲେ ବିଶିଷ୍ଟ ଶିକ୍ଷାବିତ୍। ସେ ଛାତ୍ରମାନଙ୍କୁ ଜ୍ଞାନ ଆହରଣ ଉପରେ ଗୁରୁତ୍ୱ ଦେବାକୁ କହିଥିଲେ। ଶିକ୍ଷା କ୍ଷେତ୍ରରେ ନୂତନ ଗବେଷଣାର ଆବଶ୍ୟକତା ଉପରେ ଆଲୋଚନା କରାଯାଇଥିଲା। ପରିଶେଷରେ ପ୍ରଶ୍ନୋତ୍ତର ପର୍ବ ଅନୁଷ୍ଠିତ ହୋଇଥିଲା। ବିଭାଗୀୟ ମୁଖ୍ୟ ସ୍ୱାଗତ ଭାଷଣ ଦେଇଥିଲେ। କାର୍ଯ୍ୟକ୍ରମଟି ସଫଳତାର ସହ ସମାପ୍ତ ହୋଇଥିଲା। bbox=[26, 489, 302, 595]
brief-dateline: ■ ସମ୍ବଲପୁର, ୧୫୍୧୫ (ନିଜସ୍ୱ) bbox=[26, 473, 301, 485]
story-8 bbox=[1234, 734, 1513, 1144]
edition-line: ଭୁବନେଶ୍ୱର • ବିବାର ■ ନଭେମ୍ବର ୧୬ • ୨୦୨୫ bbox=[16, 109, 389, 131]
right-col-continuation-3: ବଲାଙ୍ଗୀର ଜିଲ୍ଲା ପଞ୍ଚାୟତ ପିଅନ ସଂଘ ତରଫରୁ ବିଡିଓଙ୍କୁ ଦାବିପତ୍ର ପ୍ରଦାନ କରାଯାଇଛି। ଦୀର୍ଘ ଦିନ ଧରି ସେମାନଙ୍କ ଦାବି ପୂରଣ ହୋଇନଥିବା ଅଭିଯୋଗ କରାଯାଇଛି। ମାସିକ ପାରିଶ୍ରମିକ ବୃଦ୍ଧି ପାଇଁ ପ୍ରମୁଖ ଦାବି ରହିଛି। ନିୟମିତକରଣ ପାଇଁ ମଧ୍ୟ ଦାବି କରାଯାଇଛି। ଦାବି ପୂରଣ ନ ହେଲେ ଆନ୍ଦୋଳନ ଚେତାବନୀ ଦିଆଯାଇଛି। ସଂଘର ସଭାପତି କହିଛନ୍ତି ଯେ ବର୍ଷ ବର୍ଷ ଧରି ସେମାନେ ସେବା ଯୋଗାଇ ଆସୁଛନ୍ତି। ଏହି ଅବସରରେ ବହୁ ସଂଖ୍ୟାରେ ସଦସ୍ୟ ଉପସ୍ଥିତ ଥିଲେ। ବିଡିଓ ଦାବିପତ୍ର ଗ୍ରହଣ କରି ଉପର ମହଲକୁ ପଠାଇବେ ବୋଲି ଆଶ୍ୱାସନା ଦେଇଛନ୍ତି। bbox=[1233, 556, 1513, 694]
middle-column bbox=[320, 161, 1224, 1628]
story7-photo bbox=[475, 1430, 745, 1628]
story-5 bbox=[691, 903, 848, 1364]
right-col-continuation-2: ସମ୍ବଲପୁର ବିଶ୍ୱବିଦ୍ୟାଳୟରେ ଚଳିତ ଶିକ୍ଷାବର୍ଷରେ ବହୁ ସଂଖ୍ୟକ ପିଜି ସିଟ ଫାଙ୍କା ରହିଯାଇଛି। ବିଭିନ୍ନ ବିଭାଗରେ ନାମଲେଖା ସଂଖ୍ୟା କମିଯାଇଛି। ବିଜ୍ଞାନ ଓ ମାନବିକୀ ବିଭାଗରେ ଅଧିକ ସିଟ ଖାଲି ପଡ଼ିଛି। ଛାତ୍ରଛାତ୍ରୀଙ୍କ ଆଗ୍ରହ ଅଭାବ ଏଥିପାଇଁ ଦାୟୀ ବୋଲି କୁହାଯାଉଛି। ଅନ୍ୟ ବିଶ୍ୱବିଦ୍ୟାଳୟ ଓ ବେସରକାରୀ ଅନୁଷ୍ଠାନ ଆଡ଼କୁ ଛାତ୍ରଛାତ୍ରୀ ଯାଉଥିବା ଜଣାପଡ଼ିଛି। ବିଶ୍ୱବିଦ୍ୟାଳୟ କର୍ତ୍ତୃପକ୍ଷ ଆଉ ଏକ ରାଉଣ୍ଡ କାଉନସେଲିଂ କରିବାକୁ ନିଷ୍ପତ୍ତି ନେଇଛନ୍ତି। bbox=[1233, 403, 1513, 509]
story6-headline: ଆମେ ଜାଣିବା ଆମେ ଜିଣିବା bbox=[910, 903, 1177, 933]
story4-photo bbox=[320, 942, 680, 1149]
story7-body: ସୁନ୍ଦରଗଡ଼ ଜିଲ୍ଲାର ହରିହର ଯୋର ଇକୋ ଟୁରିଜିମ ଜରାଜୀର୍ଣ୍ଣ ଅବସ୍ଥାରେ ପଡ଼ିଛି। ପର୍ଯ୍ୟଟକଙ୍କ ଅଭାବରେ ଏହି ସ୍ଥାନ ବର୍ତ୍ତମାନ ଅବହେଳିତ ହୋଇପଡ଼ିଛି। ତମ୍ବୁ ଓ କଟେଜଗୁଡ଼ିକ ଭାଙ୍ଗିଯାଇଛି। ରାସ୍ତାର ଅବସ୍ଥା ମଧ୍ୟ ଖରାପ ରହିଛି। ପାନୀୟ ଜଳ ଓ ଶୌଚାଳୟ ସୁବିଧା ନାହିଁ। ସ୍ଥାନୀୟ ଅଧିବାସୀମାନେ ଏହାର ସଂସ୍କାର ଦାବି କରିଛନ୍ତି। bbox=[320, 1450, 465, 1588]
story5-dateline: ■ ଜଳେଶ୍ୱର,୧୫୍୧୫ (ନିଜସ୍ୱ) bbox=[699, 978, 848, 989]
top-photo-caption: ବିଜେପିର ବିଜୟ ଉତ୍ସବ bbox=[1203, 13, 1513, 37]
ornament-divider: ✦ ✦ ✦ bbox=[1349, 519, 1397, 533]
brief-headline: ବାଲି ଭଣ୍ଡାର ପ୍ରସ୍ତୁତି ସଂପର୍କିତ ସଚେତନତା bbox=[52, 1025, 276, 1083]
story2-headline: ବିଡିଓଙ୍କୁ ପଞ୍ଚାୟତ ପିଅନ ସଂଘର ଦାବିପତ୍ର bbox=[380, 567, 837, 598]
brief-item bbox=[26, 1024, 301, 1231]
story8-body-2: ପଞ୍ଚାୟତ ବୈଠକ ନିୟମିତ ନ ହେଉଥିବା ଏବଂ ସଦସ୍ୟମାନଙ୍କ ମତାମତ ନିଆ ନଯାଉଥିବା କୁହାଯାଇଛି। ଜିଲ୍ଲାପାଳ ଅଭିଯୋଗର ତଦନ୍ତ ପାଇଁ ନିର୍ଦ୍ଦେଶ ଦେଇଛନ୍ତି। ଶୀଘ୍ର ଏହି ମାମଲାର ସମାଧାନ ହେବ ବୋଲି ଆଶା କରାଯାଉଛି। ବହୁ ସଂଖ୍ୟାରେ ଗ୍ରାମବାସୀ ଉପସ୍ଥିତ ଥିଲେ। bbox=[1233, 1066, 1513, 1141]
story4-headline: ଗୁରୁଜନଙ୍କ କଥା ମାନି କାର୍ଯ୍ୟ କରିବାକୁ ପରାମର୍ଶ bbox=[338, 904, 663, 925]
story2-photo bbox=[475, 614, 896, 785]
brief-headline: ଜିଏମ୍ୟୁରେ ବକ୍ତୃତା କାର୍ଯ୍ୟକ୍ରମ bbox=[73, 407, 255, 465]
brief-dateline: ■ ଭୁବନେଶ୍ୱର, ୧୫୍୧୫ (ନିଜସ୍ୱ) bbox=[26, 1090, 301, 1102]
print-registration-top bbox=[504, 4, 567, 11]
anniversary-number: 50 bbox=[38, 28, 70, 63]
brief-item bbox=[26, 607, 301, 830]
publication-seal-icon bbox=[101, 21, 160, 80]
anniversary-badge bbox=[16, 13, 92, 88]
